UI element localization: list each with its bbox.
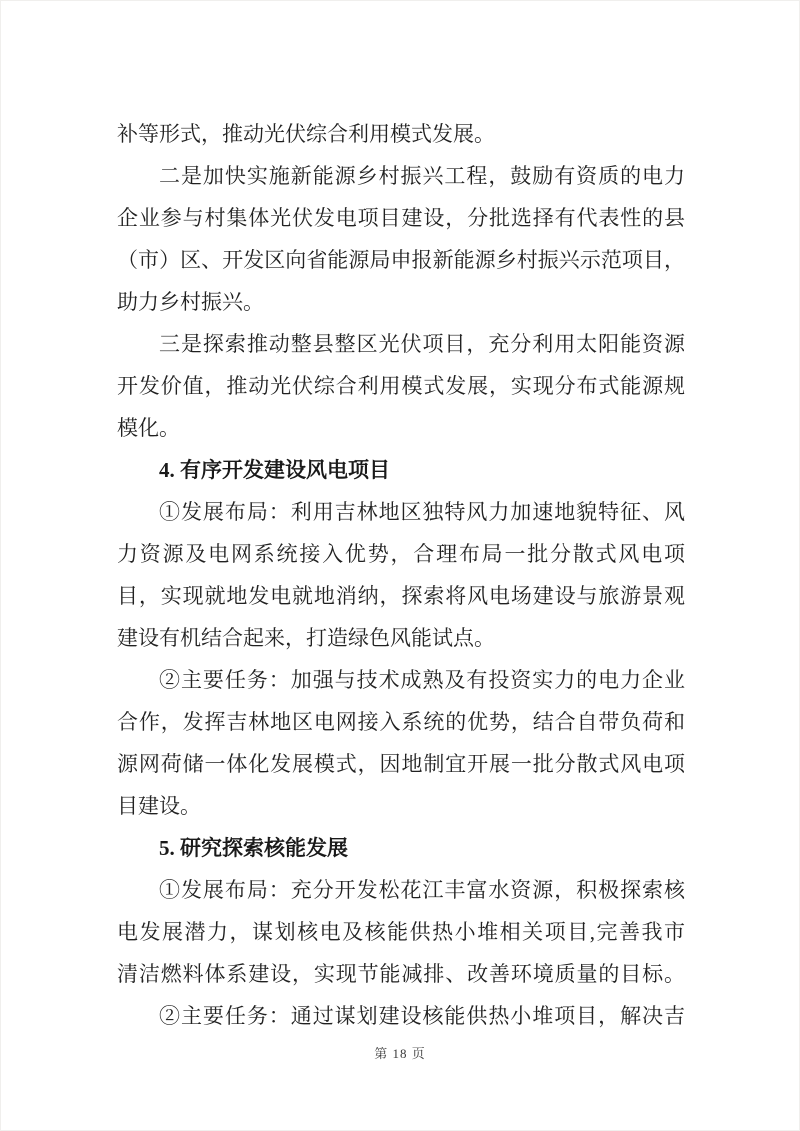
section-heading: 5. 研究探索核能发展 (159, 836, 348, 860)
text-line: 建设有机结合起来，打造绿色风能试点。 (117, 626, 495, 650)
text-line: 开发价值，推动光伏综合利用模式发展，实现分布式能源规 (117, 374, 685, 398)
text-line: ②主要任务：加强与技术成熟及有投资实力的电力企业 (159, 668, 685, 692)
text-line: ①发展布局：充分开发松花江丰富水资源，积极探索核 (159, 878, 685, 902)
text-line: 力资源及电网系统接入优势，合理布局一批分散式风电项 (117, 542, 685, 566)
text-line: 目建设。 (117, 794, 201, 818)
text-line: ①发展布局：利用吉林地区独特风力加速地貌特征、风 (159, 500, 685, 524)
text-line: 三是探索推动整县整区光伏项目，充分利用太阳能资源 (159, 332, 685, 356)
text-line: 补等形式，推动光伏综合利用模式发展。 (117, 122, 495, 146)
page-number: 第 18 页 (374, 1046, 426, 1061)
text-line: 企业参与村集体光伏发电项目建设，分批选择有代表性的县 (117, 206, 685, 230)
document-text (117, 113, 685, 1037)
text-line: 源网荷储一体化发展模式，因地制宜开展一批分散式风电项 (117, 752, 685, 776)
text-line: 目，实现就地发电就地消纳，探索将风电场建设与旅游景观 (117, 584, 685, 608)
text-line: 模化。 (117, 416, 180, 440)
text-line: 清洁燃料体系建设，实现节能减排、改善环境质量的目标。 (117, 962, 685, 986)
text-line: 二是加快实施新能源乡村振兴工程，鼓励有资质的电力 (159, 164, 685, 188)
text-line: 助力乡村振兴。 (117, 290, 264, 314)
page-footer (1, 1043, 799, 1062)
text-line: 电发展潜力，谋划核电及核能供热小堆相关项目,完善我市 (117, 920, 685, 944)
section-heading: 4. 有序开发建设风电项目 (159, 458, 390, 482)
text-line: 合作，发挥吉林地区电网接入系统的优势，结合自带负荷和 (117, 710, 685, 734)
text-line: （市）区、开发区向省能源局申报新能源乡村振兴示范项目， (117, 248, 685, 272)
text-line: ②主要任务：通过谋划建设核能供热小堆项目，解决吉 (159, 1004, 685, 1028)
